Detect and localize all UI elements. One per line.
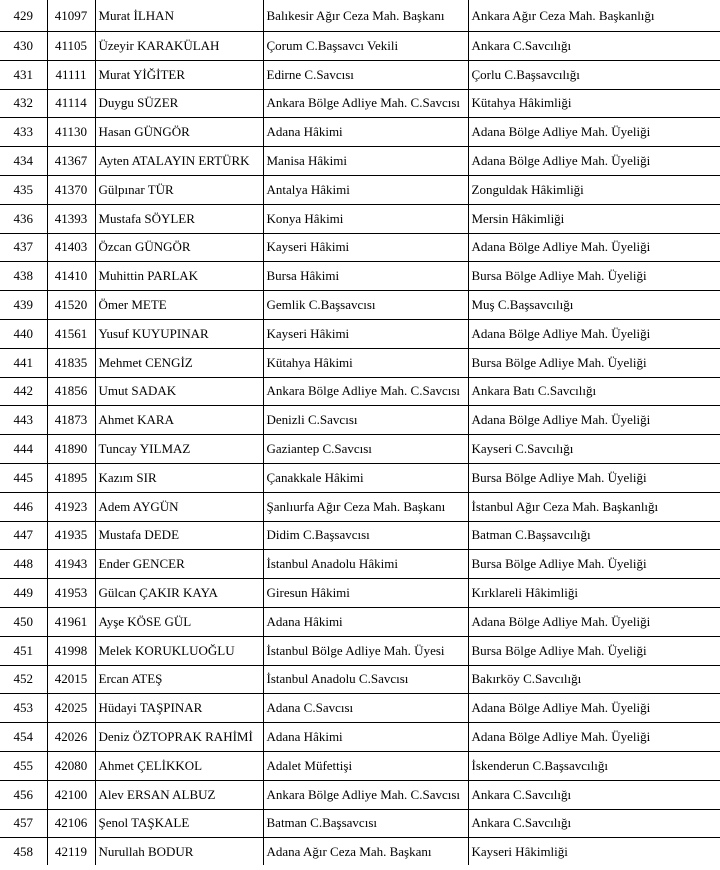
new-assignment-cell: Bursa Bölge Adliye Mah. Üyeliği (468, 262, 720, 291)
table-row (0, 607, 720, 636)
table-row (0, 60, 720, 89)
person-name-cell: Hüdayi TAŞPINAR (95, 694, 263, 723)
current-position-cell: Adana Hâkimi (263, 607, 468, 636)
registry-number-cell: 41130 (47, 118, 95, 147)
current-position-cell: Giresun Hâkimi (263, 579, 468, 608)
row-number-cell: 447 (0, 521, 47, 550)
current-position-cell: Kayseri Hâkimi (263, 233, 468, 262)
table-row (0, 838, 720, 867)
current-position-cell: Konya Hâkimi (263, 204, 468, 233)
person-name-cell: Ömer METE (95, 291, 263, 320)
table-row (0, 89, 720, 118)
registry-number-cell: 41410 (47, 262, 95, 291)
row-number-cell: 446 (0, 492, 47, 521)
person-name-cell: Alev ERSAN ALBUZ (95, 780, 263, 809)
row-number-cell: 435 (0, 175, 47, 204)
person-name-cell: Gülpınar TÜR (95, 175, 263, 204)
new-assignment-cell: Bursa Bölge Adliye Mah. Üyeliği (468, 348, 720, 377)
table-row (0, 435, 720, 464)
new-assignment-cell: Adana Bölge Adliye Mah. Üyeliği (468, 147, 720, 176)
person-name-cell: Özcan GÜNGÖR (95, 233, 263, 262)
table-row (0, 723, 720, 752)
current-position-cell: Didim C.Başsavcısı (263, 521, 468, 550)
row-number-cell: 445 (0, 463, 47, 492)
registry-number-cell: 41111 (47, 60, 95, 89)
person-name-cell: Mehmet CENGİZ (95, 348, 263, 377)
registry-number-cell: 41370 (47, 175, 95, 204)
current-position-cell: Antalya Hâkimi (263, 175, 468, 204)
new-assignment-cell: Kütahya Hâkimliği (468, 89, 720, 118)
row-number-cell: 456 (0, 780, 47, 809)
current-position-cell: Gemlik C.Başsavcısı (263, 291, 468, 320)
person-name-cell: Murat YİĞİTER (95, 60, 263, 89)
table-row (0, 204, 720, 233)
new-assignment-cell: Adana Bölge Adliye Mah. Üyeliği (468, 723, 720, 752)
person-name-cell: Melek KORUKLUOĞLU (95, 636, 263, 665)
row-number-cell: 453 (0, 694, 47, 723)
table-row (0, 319, 720, 348)
registry-number-cell: 42106 (47, 809, 95, 838)
person-name-cell: Mustafa DEDE (95, 521, 263, 550)
new-assignment-cell: İskenderun C.Başsavcılığı (468, 751, 720, 780)
table-row (0, 751, 720, 780)
registry-number-cell: 41403 (47, 233, 95, 262)
registry-number-cell: 41961 (47, 607, 95, 636)
row-number-cell: 450 (0, 607, 47, 636)
registry-number-cell: 41895 (47, 463, 95, 492)
person-name-cell: Duygu SÜZER (95, 89, 263, 118)
registry-number-cell: 41105 (47, 32, 95, 61)
page-bottom-edge (0, 865, 720, 870)
person-name-cell: Hasan GÜNGÖR (95, 118, 263, 147)
table-row (0, 694, 720, 723)
current-position-cell: Adana C.Savcısı (263, 694, 468, 723)
registry-number-cell: 41097 (47, 0, 95, 32)
registry-number-cell: 41520 (47, 291, 95, 320)
table-row (0, 32, 720, 61)
table-row (0, 262, 720, 291)
person-name-cell: Tuncay YILMAZ (95, 435, 263, 464)
table-row (0, 377, 720, 406)
person-name-cell: Adem AYGÜN (95, 492, 263, 521)
registry-number-cell: 41393 (47, 204, 95, 233)
new-assignment-cell: Kırklareli Hâkimliği (468, 579, 720, 608)
current-position-cell: Denizli C.Savcısı (263, 406, 468, 435)
registry-number-cell: 41998 (47, 636, 95, 665)
table-row (0, 809, 720, 838)
table-row (0, 118, 720, 147)
person-name-cell: Mustafa SÖYLER (95, 204, 263, 233)
new-assignment-cell: Ankara C.Savcılığı (468, 32, 720, 61)
table-row (0, 291, 720, 320)
current-position-cell: Çorum C.Başsavcı Vekili (263, 32, 468, 61)
person-name-cell: Deniz ÖZTOPRAK RAHİMİ (95, 723, 263, 752)
registry-number-cell: 41943 (47, 550, 95, 579)
current-position-cell: Kütahya Hâkimi (263, 348, 468, 377)
row-number-cell: 449 (0, 579, 47, 608)
row-number-cell: 432 (0, 89, 47, 118)
current-position-cell: İstanbul Anadolu C.Savcısı (263, 665, 468, 694)
registry-number-cell: 41873 (47, 406, 95, 435)
row-number-cell: 431 (0, 60, 47, 89)
new-assignment-cell: Batman C.Başsavcılığı (468, 521, 720, 550)
new-assignment-cell: Kayseri Hâkimliği (468, 838, 720, 867)
row-number-cell: 437 (0, 233, 47, 262)
person-name-cell: Umut SADAK (95, 377, 263, 406)
table-row (0, 463, 720, 492)
row-number-cell: 434 (0, 147, 47, 176)
new-assignment-cell: Ankara C.Savcılığı (468, 809, 720, 838)
row-number-cell: 458 (0, 838, 47, 867)
row-number-cell: 440 (0, 319, 47, 348)
row-number-cell: 454 (0, 723, 47, 752)
new-assignment-cell: Adana Bölge Adliye Mah. Üyeliği (468, 118, 720, 147)
new-assignment-cell: Çorlu C.Başsavcılığı (468, 60, 720, 89)
person-name-cell: Ender GENCER (95, 550, 263, 579)
table-row (0, 521, 720, 550)
person-name-cell: Ahmet ÇELİKKOL (95, 751, 263, 780)
person-name-cell: Şenol TAŞKALE (95, 809, 263, 838)
registry-number-cell: 42100 (47, 780, 95, 809)
new-assignment-cell: Adana Bölge Adliye Mah. Üyeliği (468, 406, 720, 435)
table-row (0, 550, 720, 579)
row-number-cell: 429 (0, 0, 47, 32)
current-position-cell: Adana Hâkimi (263, 723, 468, 752)
row-number-cell: 448 (0, 550, 47, 579)
new-assignment-cell: Bursa Bölge Adliye Mah. Üyeliği (468, 636, 720, 665)
current-position-cell: Edirne C.Savcısı (263, 60, 468, 89)
row-number-cell: 451 (0, 636, 47, 665)
new-assignment-cell: İstanbul Ağır Ceza Mah. Başkanlığı (468, 492, 720, 521)
person-name-cell: Kazım SIR (95, 463, 263, 492)
table-row (0, 147, 720, 176)
row-number-cell: 438 (0, 262, 47, 291)
new-assignment-cell: Ankara Batı C.Savcılığı (468, 377, 720, 406)
new-assignment-cell: Zonguldak Hâkimliği (468, 175, 720, 204)
new-assignment-cell: Bakırköy C.Savcılığı (468, 665, 720, 694)
row-number-cell: 457 (0, 809, 47, 838)
row-number-cell: 444 (0, 435, 47, 464)
row-number-cell: 441 (0, 348, 47, 377)
registry-number-cell: 41953 (47, 579, 95, 608)
person-name-cell: Üzeyir KARAKÜLAH (95, 32, 263, 61)
current-position-cell: Gaziantep C.Savcısı (263, 435, 468, 464)
person-name-cell: Muhittin PARLAK (95, 262, 263, 291)
current-position-cell: Adalet Müfettişi (263, 751, 468, 780)
registry-number-cell: 42026 (47, 723, 95, 752)
person-name-cell: Ayten ATALAYIN ERTÜRK (95, 147, 263, 176)
registry-number-cell: 42025 (47, 694, 95, 723)
table-row (0, 348, 720, 377)
current-position-cell: Adana Ağır Ceza Mah. Başkanı (263, 838, 468, 867)
current-position-cell: Bursa Hâkimi (263, 262, 468, 291)
table-row (0, 636, 720, 665)
current-position-cell: İstanbul Anadolu Hâkimi (263, 550, 468, 579)
table-row (0, 492, 720, 521)
table-row (0, 0, 720, 32)
current-position-cell: Ankara Bölge Adliye Mah. C.Savcısı (263, 89, 468, 118)
registry-number-cell: 41923 (47, 492, 95, 521)
registry-number-cell: 42080 (47, 751, 95, 780)
current-position-cell: Batman C.Başsavcısı (263, 809, 468, 838)
row-number-cell: 439 (0, 291, 47, 320)
row-number-cell: 442 (0, 377, 47, 406)
person-name-cell: Ahmet KARA (95, 406, 263, 435)
current-position-cell: Şanlıurfa Ağır Ceza Mah. Başkanı (263, 492, 468, 521)
new-assignment-cell: Bursa Bölge Adliye Mah. Üyeliği (468, 550, 720, 579)
row-number-cell: 455 (0, 751, 47, 780)
current-position-cell: Adana Hâkimi (263, 118, 468, 147)
person-name-cell: Gülcan ÇAKIR KAYA (95, 579, 263, 608)
registry-number-cell: 41835 (47, 348, 95, 377)
current-position-cell: Çanakkale Hâkimi (263, 463, 468, 492)
registry-number-cell: 41367 (47, 147, 95, 176)
current-position-cell: İstanbul Bölge Adliye Mah. Üyesi (263, 636, 468, 665)
new-assignment-cell: Mersin Hâkimliği (468, 204, 720, 233)
current-position-cell: Kayseri Hâkimi (263, 319, 468, 348)
new-assignment-cell: Adana Bölge Adliye Mah. Üyeliği (468, 607, 720, 636)
registry-number-cell: 42015 (47, 665, 95, 694)
current-position-cell: Ankara Bölge Adliye Mah. C.Savcısı (263, 377, 468, 406)
table-row (0, 175, 720, 204)
table-row (0, 665, 720, 694)
person-name-cell: Yusuf KUYUPINAR (95, 319, 263, 348)
new-assignment-cell: Ankara C.Savcılığı (468, 780, 720, 809)
new-assignment-cell: Kayseri C.Savcılığı (468, 435, 720, 464)
registry-number-cell: 41890 (47, 435, 95, 464)
new-assignment-cell: Adana Bölge Adliye Mah. Üyeliği (468, 233, 720, 262)
registry-number-cell: 41114 (47, 89, 95, 118)
table-row (0, 780, 720, 809)
person-name-cell: Nurullah BODUR (95, 838, 263, 867)
row-number-cell: 433 (0, 118, 47, 147)
row-number-cell: 436 (0, 204, 47, 233)
table-row (0, 233, 720, 262)
new-assignment-cell: Adana Bölge Adliye Mah. Üyeliği (468, 319, 720, 348)
registry-number-cell: 42119 (47, 838, 95, 867)
row-number-cell: 443 (0, 406, 47, 435)
person-name-cell: Ayşe KÖSE GÜL (95, 607, 263, 636)
person-name-cell: Murat İLHAN (95, 0, 263, 32)
new-assignment-cell: Muş C.Başsavcılığı (468, 291, 720, 320)
current-position-cell: Manisa Hâkimi (263, 147, 468, 176)
row-number-cell: 430 (0, 32, 47, 61)
current-position-cell: Ankara Bölge Adliye Mah. C.Savcısı (263, 780, 468, 809)
registry-number-cell: 41935 (47, 521, 95, 550)
new-assignment-cell: Ankara Ağır Ceza Mah. Başkanlığı (468, 0, 720, 32)
table-row (0, 406, 720, 435)
person-name-cell: Ercan ATEŞ (95, 665, 263, 694)
registry-number-cell: 41856 (47, 377, 95, 406)
registry-number-cell: 41561 (47, 319, 95, 348)
table-row (0, 579, 720, 608)
current-position-cell: Balıkesir Ağır Ceza Mah. Başkanı (263, 0, 468, 32)
row-number-cell: 452 (0, 665, 47, 694)
new-assignment-cell: Bursa Bölge Adliye Mah. Üyeliği (468, 463, 720, 492)
new-assignment-cell: Adana Bölge Adliye Mah. Üyeliği (468, 694, 720, 723)
